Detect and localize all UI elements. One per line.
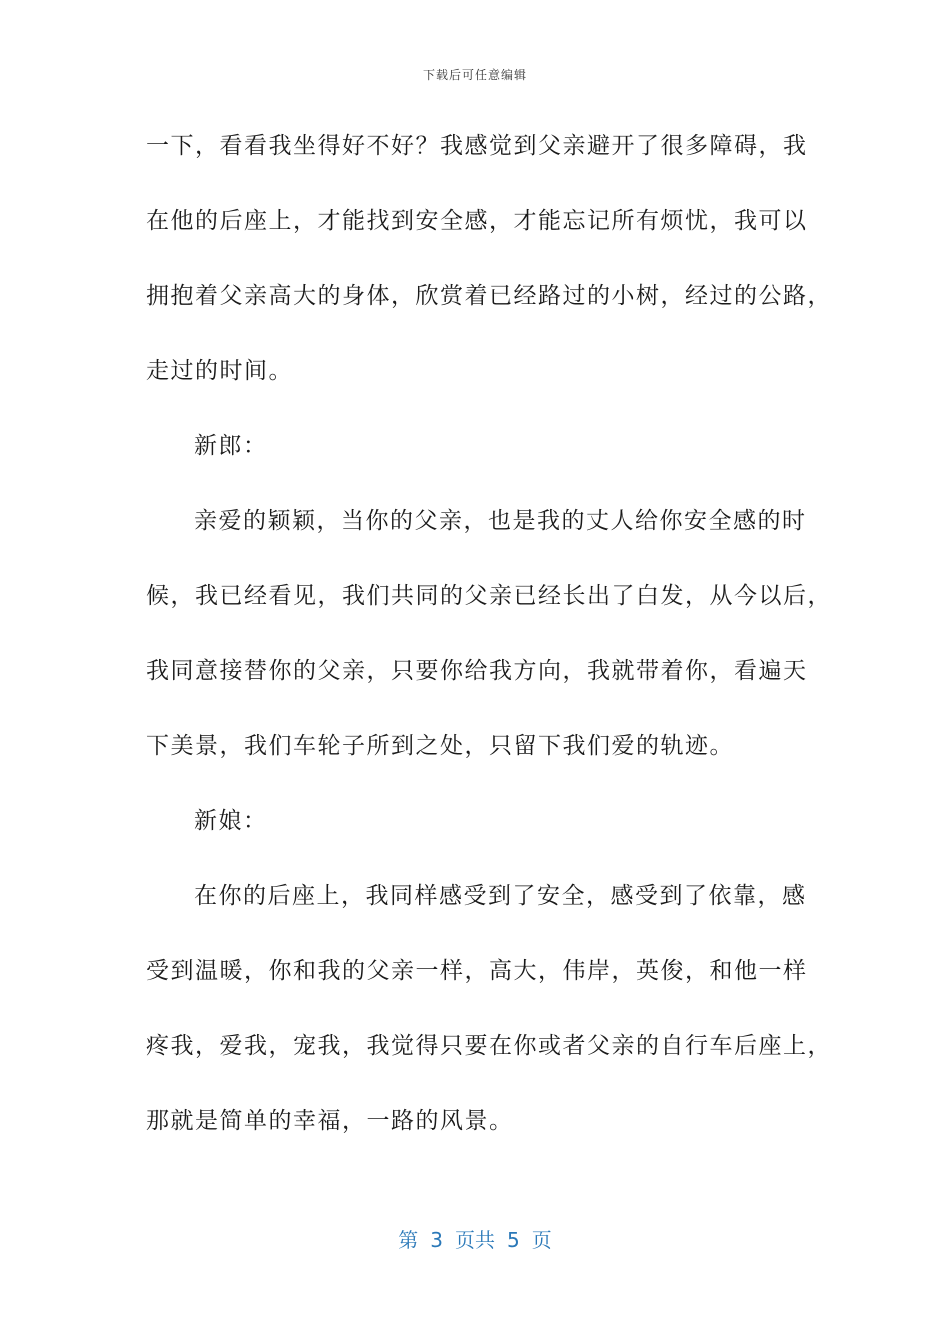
- page-suffix: 页: [531, 1228, 552, 1252]
- text-line: 一下，看看我坐得好不好？我感觉到父亲避开了很多障碍，我: [146, 133, 808, 159]
- speaker-bride-label: 新娘：: [194, 808, 268, 834]
- text-line: 我同意接替你的父亲，只要你给我方向，我就带着你，看遍天: [146, 658, 808, 684]
- page-middle: 页共: [455, 1228, 495, 1252]
- text-line: 疼我，爱我，宠我，我觉得只要在你或者父亲的自行车后座上，: [146, 1033, 832, 1059]
- page-current: 3: [430, 1228, 443, 1252]
- text-line: 那就是简单的幸福，一路的风景。: [146, 1108, 514, 1134]
- page-number-footer: [0, 1224, 950, 1253]
- text-line: 受到温暖，你和我的父亲一样，高大，伟岸，英俊，和他一样: [146, 958, 808, 984]
- text-line: 下美景，我们车轮子所到之处，只留下我们爱的轨迹。: [146, 733, 734, 759]
- page-prefix: 第: [398, 1228, 419, 1252]
- text-line: 拥抱着父亲高大的身体，欣赏着已经路过的小树，经过的公路，: [146, 283, 832, 309]
- text-line: 在他的后座上，才能找到安全感，才能忘记所有烦忧，我可以: [146, 208, 808, 234]
- download-note: 下载后可任意编辑: [422, 68, 527, 82]
- text-line: 候，我已经看见，我们共同的父亲已经长出了白发，从今以后，: [146, 583, 832, 609]
- text-line: 在你的后座上，我同样感受到了安全，感受到了依靠，感: [194, 883, 807, 909]
- text-line: 走过的时间。: [146, 358, 293, 384]
- text-line: 亲爱的颖颖，当你的父亲，也是我的丈人给你安全感的时: [194, 508, 807, 534]
- document-body: [146, 122, 832, 1172]
- page-total: 5: [507, 1228, 520, 1252]
- speaker-groom-label: 新郎：: [194, 433, 268, 459]
